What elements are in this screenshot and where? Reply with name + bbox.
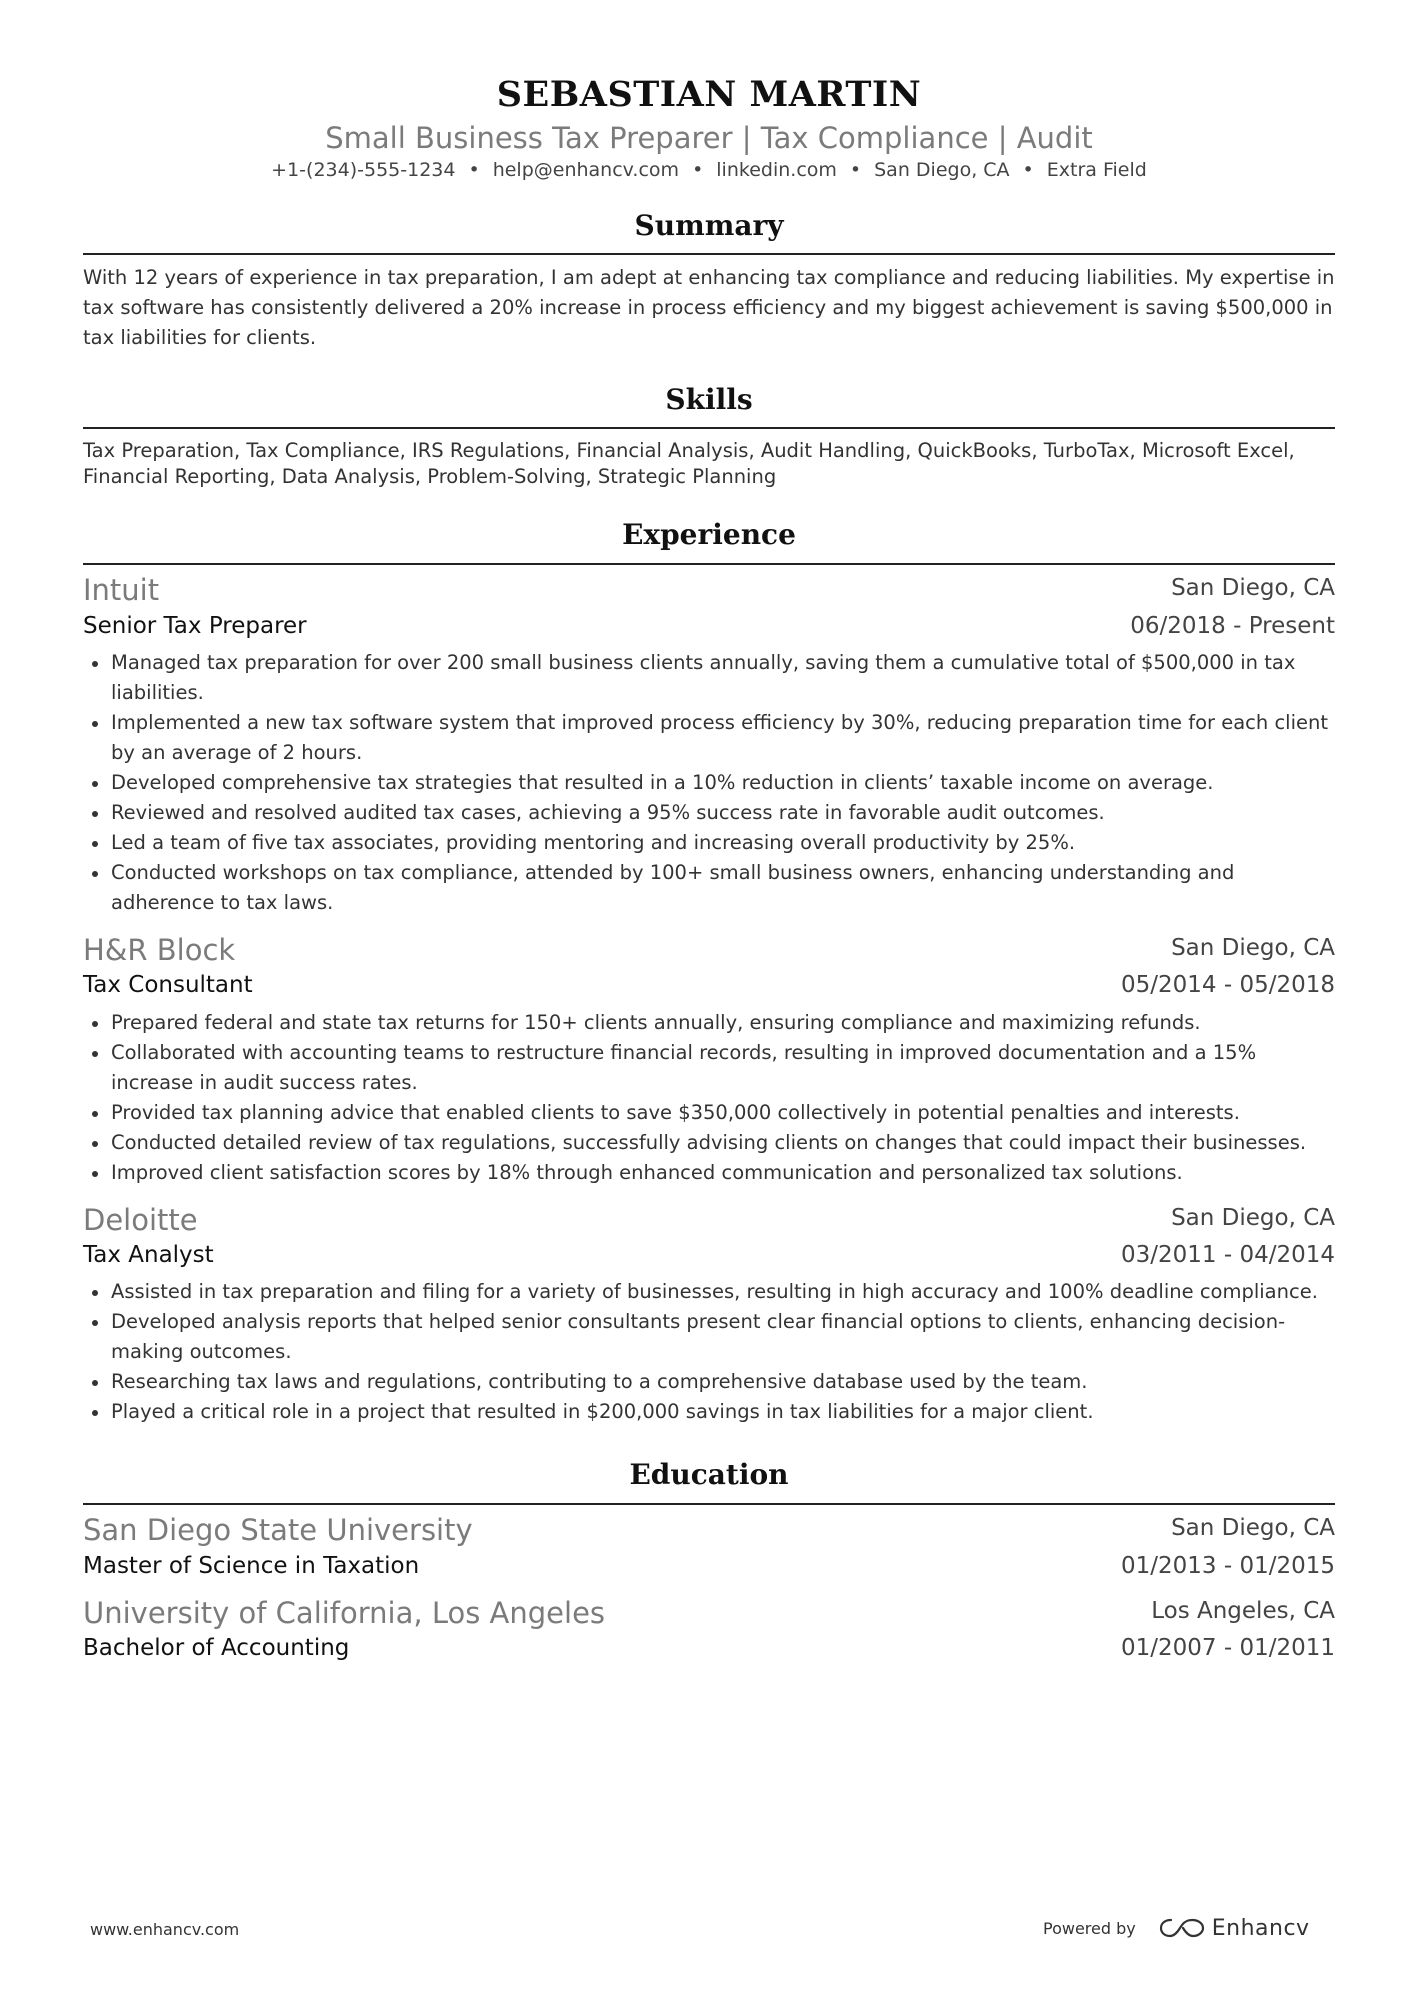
job-bullet: Provided tax planning advice that enabled clients to save $350,000 collectively in potential penalties and interests. <box>83 1098 1335 1128</box>
job-bullet: Conducted workshops on tax compliance, attended by 100+ small business owners, enhancing understanding and adherence to tax laws. <box>83 858 1335 918</box>
education-dates: 01/2013 - 01/2015 <box>1120 1553 1335 1579</box>
job-bullet: Developed comprehensive tax strategies that resulted in a 10% reduction in clients’ taxable income on average. <box>83 768 1335 798</box>
job-bullet: Assisted in tax preparation and filing for a variety of businesses, resulting in high accuracy and 100% deadline compliance. <box>83 1277 1335 1307</box>
contact-separator: • <box>468 159 480 181</box>
job-bullet: Collaborated with accounting teams to restructure financial records, resulting in improved documentation and a 15% increase in audit success rates. <box>83 1038 1335 1098</box>
job-bullet: Managed tax preparation for over 200 small business clients annually, saving them a cumulative total of $500,000 in tax liabilities. <box>83 648 1335 708</box>
education-subheader <box>83 1635 1335 1671</box>
footer-branding[interactable] <box>1043 1912 1310 1944</box>
job-location: San Diego, CA <box>1171 1205 1335 1231</box>
contact-separator: • <box>692 159 704 181</box>
job-header <box>83 573 1335 609</box>
skills-text: Tax Preparation, Tax Compliance, IRS Regulations, Financial Analysis, Audit Handling, QuickBooks, TurboTax, Microsoft Excel, Financial Reporting, Data Analysis, Problem-Solving, Strategic Planning <box>83 439 1295 488</box>
education-degree: Master of Science in Taxation <box>83 1553 420 1579</box>
job-subheader <box>83 1242 1335 1278</box>
job-bullet: Implemented a new tax software system that improved process efficiency by 30%, reducing preparation time for each client by an average of 2 hours. <box>83 708 1335 768</box>
education-school: San Diego State University <box>83 1513 473 1547</box>
job-role: Tax Consultant <box>83 972 253 998</box>
job-subheader <box>83 972 1335 1008</box>
job-bullet: Prepared federal and state tax returns for 150+ clients annually, ensuring compliance and maximizing refunds. <box>83 1008 1335 1038</box>
summary-divider <box>83 253 1335 255</box>
job-company: Intuit <box>83 573 160 607</box>
enhancv-logo-icon <box>1158 1915 1206 1941</box>
contact-email[interactable]: help@enhancv.com <box>492 159 680 181</box>
job-bullet: Improved client satisfaction scores by 18% through enhanced communication and personalized tax solutions. <box>83 1158 1335 1188</box>
experience-divider <box>83 563 1335 565</box>
job-bullet: Conducted detailed review of tax regulations, successfully advising clients on changes that could impact their businesses. <box>83 1128 1335 1158</box>
footer-brand[interactable] <box>1158 1915 1310 1941</box>
education-location: Los Angeles, CA <box>1151 1598 1335 1624</box>
education-header <box>83 1596 1335 1632</box>
job-bullet: Developed analysis reports that helped senior consultants present clear financial options to clients, enhancing decision-making outcomes. <box>83 1307 1335 1367</box>
footer-powered-by: Powered by <box>1043 1918 1136 1938</box>
education-divider <box>83 1503 1335 1505</box>
job-bullet: Played a critical role in a project that resulted in $200,000 savings in tax liabilities for a major client. <box>83 1397 1335 1427</box>
education-dates: 01/2007 - 01/2011 <box>1120 1635 1335 1661</box>
contact-extra-field: Extra Field <box>1046 159 1147 181</box>
job-header <box>83 933 1335 969</box>
job-company: H&R Block <box>83 933 236 967</box>
job-role: Senior Tax Preparer <box>83 613 307 639</box>
job-bullets <box>83 1008 1335 1188</box>
footer-brand-name: Enhancv <box>1211 1915 1310 1941</box>
job-subheader <box>83 613 1335 649</box>
job-location: San Diego, CA <box>1171 575 1335 601</box>
skills-divider <box>83 427 1335 429</box>
job-dates: 06/2018 - Present <box>1130 613 1335 639</box>
contact-linkedin[interactable]: linkedin.com <box>716 159 837 181</box>
contact-separator: • <box>849 159 862 181</box>
education-header <box>83 1513 1335 1549</box>
education-location: San Diego, CA <box>1171 1515 1335 1541</box>
job-header <box>83 1203 1335 1239</box>
job-bullet: Researching tax laws and regulations, contributing to a comprehensive database used by the team. <box>83 1367 1335 1397</box>
summary-text: With 12 years of experience in tax preparation, I am adept at enhancing tax compliance and reducing liabilities. My expertise in tax software has consistently delivered a 20% increase in process efficiency and my biggest achievement is saving $500,000 in tax liabilities for clients. <box>83 266 1335 349</box>
contact-line <box>83 159 1335 181</box>
job-dates: 05/2014 - 05/2018 <box>1120 972 1335 998</box>
skills-title: Skills <box>665 383 753 416</box>
job-bullets <box>83 648 1335 918</box>
job-bullet: Reviewed and resolved audited tax cases, achieving a 95% success rate in favorable audit outcomes. <box>83 798 1335 828</box>
job-dates: 03/2011 - 04/2014 <box>1120 1242 1335 1268</box>
experience-title: Experience <box>622 518 796 551</box>
education-subheader <box>83 1553 1335 1589</box>
job-location: San Diego, CA <box>1171 935 1335 961</box>
education-title: Education <box>629 1458 789 1491</box>
contact-separator: • <box>1022 159 1034 181</box>
candidate-headline: Small Business Tax Preparer | Tax Compliance | Audit <box>325 121 1093 155</box>
job-bullet: Led a team of five tax associates, providing mentoring and increasing overall productivity by 25%. <box>83 828 1335 858</box>
footer-website[interactable]: www.enhancv.com <box>90 1920 240 1939</box>
job-company: Deloitte <box>83 1203 198 1237</box>
summary-title: Summary <box>634 209 784 242</box>
contact-location: San Diego, CA <box>874 159 1010 181</box>
candidate-name: SEBASTIAN MARTIN <box>496 74 922 115</box>
contact-phone[interactable]: +1-(234)-555-1234 <box>271 159 456 181</box>
job-bullets <box>83 1277 1335 1427</box>
education-degree: Bachelor of Accounting <box>83 1635 350 1661</box>
job-role: Tax Analyst <box>83 1242 214 1268</box>
education-school: University of California, Los Angeles <box>83 1596 606 1630</box>
